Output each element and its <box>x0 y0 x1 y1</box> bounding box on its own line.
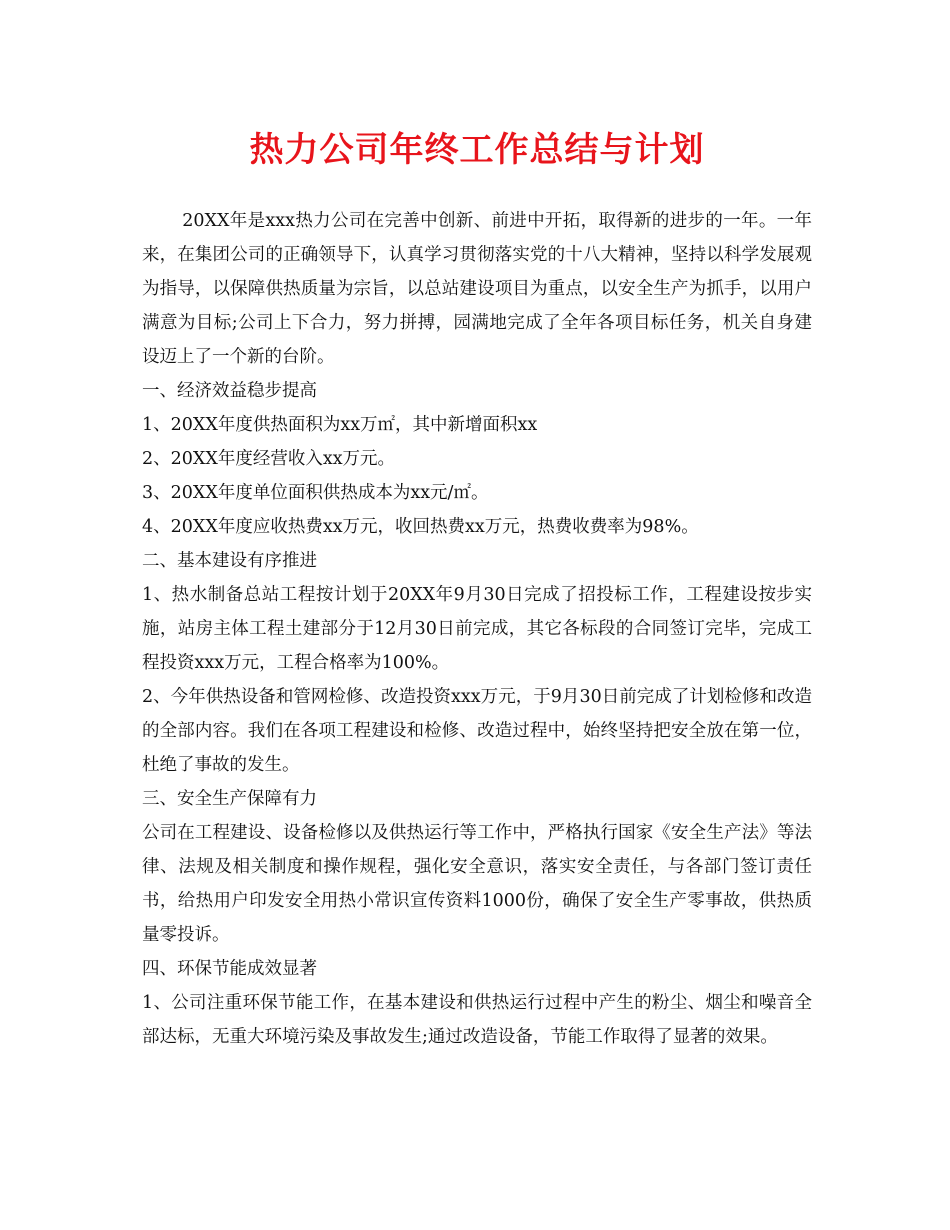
document-body <box>142 204 812 1054</box>
list-item: 3、20XX年度单位面积供热成本为xx元/㎡。 <box>142 483 489 503</box>
list-item: 1、公司注重环保节能工作，在基本建设和供热运行过程中产生的粉尘、烟尘和噪音全部达标，无重大环境污染及事故发生;通过改造设备，节能工作取得了显著的效果。 <box>142 993 812 1047</box>
list-item: 1、20XX年度供热面积为xx万㎡，其中新增面积xx <box>142 415 538 435</box>
list-item: 2、今年供热设备和管网检修、改造投资xxx万元，于9月30日前完成了计划检修和改造的全部内容。我们在各项工程建设和检修、改造过程中，始终坚持把安全放在第一位，杜绝了事故的发生。 <box>142 687 812 775</box>
paragraph: 公司在工程建设、设备检修以及供热运行等工作中，严格执行国家《安全生产法》等法律、法规及相关制度和操作规程，强化安全意识，落实安全责任，与各部门签订责任书，给热用户印发安全用热小常识宣传资料1000份，确保了安全生产零事故，供热质量零投诉。 <box>142 823 812 945</box>
section-heading: 一、经济效益稳步提高 <box>142 381 317 401</box>
list-item: 2、20XX年度经营收入xx万元。 <box>142 449 396 469</box>
paragraph-intro: 20XX年是xxx热力公司在完善中创新、前进中开拓，取得新的进步的一年。一年来，在集团公司的正确领导下，认真学习贯彻落实党的十八大精神，坚持以科学发展观为指导，以保障供热质量为宗旨，以总站建设项目为重点，以安全生产为抓手，以用户满意为目标;公司上下合力，努力拼搏，园满地完成了全年各项目标任务，机关自身建设迈上了一个新的台阶。 <box>142 211 812 367</box>
document-title: 热力公司年终工作总结与计划 <box>249 130 705 170</box>
list-item: 4、20XX年度应收热费xx万元，收回热费xx万元，热费收费率为98%。 <box>142 517 699 537</box>
list-item: 1、热水制备总站工程按计划于20XX年9月30日完成了招投标工作，工程建设按步实施，站房主体工程土建部分于12月30日前完成，其它各标段的合同签订完毕，完成工程投资xxx万元，工程合格率为100%。 <box>142 585 812 673</box>
section-heading: 二、基本建设有序推进 <box>142 551 317 571</box>
section-heading: 三、安全生产保障有力 <box>142 789 317 809</box>
section-heading: 四、环保节能成效显著 <box>142 959 317 979</box>
